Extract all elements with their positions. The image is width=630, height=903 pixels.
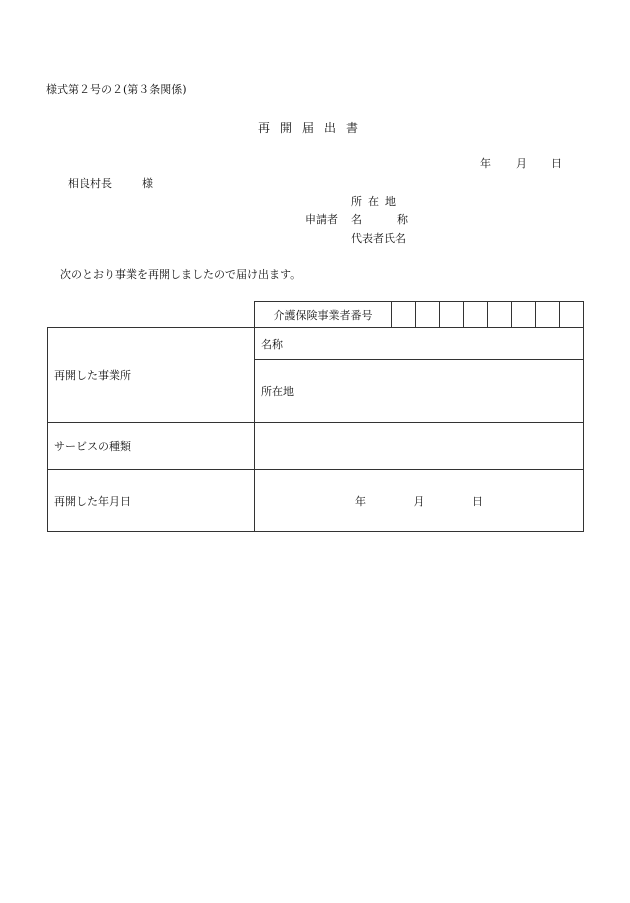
document-title: 再開届出書 <box>258 121 369 135</box>
reopen-date-day: 日 <box>472 494 483 508</box>
provider-number-box[interactable] <box>464 302 488 327</box>
office-label: 再開した事業所 <box>48 328 255 423</box>
provider-number-cell <box>255 302 584 328</box>
applicant-address-label: 所在地 <box>351 195 402 208</box>
provider-number-label: 介護保険事業者番号 <box>255 302 392 327</box>
date-day-label: 日 <box>551 157 562 170</box>
office-name-field[interactable] <box>255 328 584 360</box>
provider-number-box[interactable] <box>416 302 440 327</box>
provider-number-box[interactable] <box>536 302 560 327</box>
reopen-date-month: 月 <box>413 494 425 508</box>
provider-number-box[interactable] <box>512 302 536 327</box>
service-type-label: サービスの種類 <box>48 423 255 470</box>
provider-number-box[interactable] <box>560 302 583 327</box>
office-address-field[interactable] <box>255 360 584 423</box>
applicant-name-label-1: 名 <box>351 213 362 226</box>
addressee: 相良村長 <box>68 177 112 190</box>
reopen-date-label: 再開した年月日 <box>48 470 255 532</box>
provider-number-box[interactable] <box>488 302 512 327</box>
applicant-name-label-2: 称 <box>397 213 408 226</box>
office-address-label: 所在地 <box>261 385 294 398</box>
intro-text: 次のとおり事業を再開しましたので届け出ます。 <box>60 268 302 281</box>
provider-number-box[interactable] <box>392 302 416 327</box>
date-month-label: 月 <box>516 157 527 170</box>
date-year-label: 年 <box>480 157 491 170</box>
reopen-date-field[interactable] <box>255 470 584 532</box>
office-name-label: 名称 <box>261 337 283 351</box>
blank-cell <box>48 302 255 328</box>
reopen-date-year: 年 <box>355 494 366 508</box>
applicant-representative-label: 代表者氏名 <box>351 232 406 245</box>
applicant-label: 申請者 <box>305 213 338 226</box>
addressee-honorific: 様 <box>142 177 153 190</box>
provider-number-box[interactable] <box>440 302 464 327</box>
reopen-form-table <box>47 301 584 532</box>
service-type-field[interactable] <box>255 423 584 470</box>
form-number: 様式第２号の２(第３条関係) <box>46 83 187 96</box>
